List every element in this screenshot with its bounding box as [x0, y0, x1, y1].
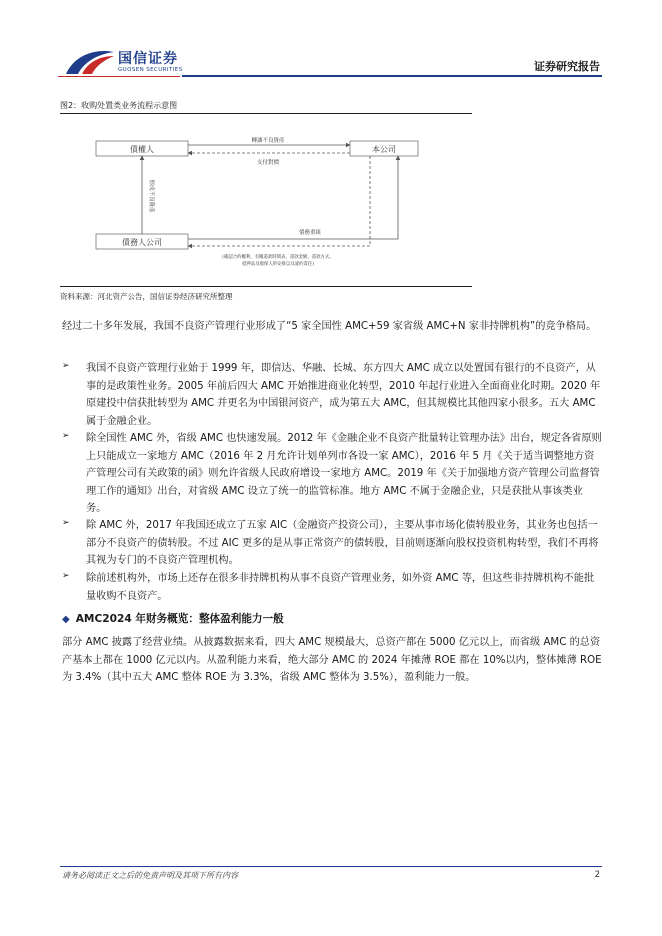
bullet-item [62, 570, 602, 605]
section-paragraph: 部分 AMC 披露了经营业绩。从披露数据来看，四大 AMC 规模最大，总资产都在 5000 亿元以上，而省级 AMC 的总资产基本上都在 1000 亿元以内。从盈利能力来看，绝大部分 AMC 的 2024 年摊薄 ROE 都在 10%以内，整体摊薄 ROE 为 3.4%（其中五大 AMC 整体 ROE 为 3.3%，省级 AMC 整体为 3.5%），盈利能力一般。 [62, 637, 602, 684]
footer-divider [60, 866, 602, 867]
figure-source: 资料来源：河北资产公告，国信证券经济研究所整理 [60, 292, 233, 301]
bullet-text: 除全国性 AMC 外，省级 AMC 也快速发展。2012 年《金融企业不良资产批量转让管理办法》出台，规定各省原则上只能成立一家地方 AMC（2016 年 2 月允许计划单列市各设一家 AMC），2016 年 5 月《关于适当调整地方资产管理公司有关政策的函》则允许省级人民政府增设一家地方 AMC。2019 年《关于加强地方资产管理公司监督管理工作的通知》出台，对省级 AMC 设立了统一的监管标准。地方 AMC 不属于金融企业，只是获批从事该类业务。 [86, 433, 602, 515]
bullet-arrow-icon: ➢ [62, 518, 70, 528]
bullet-arrow-icon: ➢ [62, 571, 70, 581]
page-number: 2 [594, 870, 600, 880]
company-label: 本公司 [372, 145, 396, 154]
footer-disclaimer: 请务必阅读正文之后的免责声明及其项下所有内容 [62, 871, 238, 880]
restructure-label: 債務重組 [298, 230, 322, 236]
section-heading [62, 611, 284, 626]
process-flow-diagram [60, 116, 472, 284]
bullet-text: 我国不良资产管理行业始于 1999 年，即信达、华融、长城、东方四大 AMC 成立以处置国有银行的不良资产，从事的是政策性业务。2005 年前后四大 AMC 开始推进商业化转型，2010 年起行业进入全面商业化时期。2020 年原建投中信获批转型为 AMC 并更名为中国银河资产，成为第五大 AMC，但其规模比其他四家小很多。五大 AMC 属于金融企业。 [86, 363, 601, 427]
header-divider [182, 75, 602, 77]
debtor-label: 債務人公司 [122, 238, 162, 247]
restructure-note-2: 抵押品及擔保人的安排以及違約責任) [242, 262, 314, 267]
form-npa-label: 形成不良資產 [148, 179, 154, 213]
bullet-item [62, 430, 602, 518]
brand-name-en: GUOSEN SECURITIES [118, 67, 183, 73]
report-type-label: 证券研究报告 [534, 60, 600, 73]
section-title: AMC2024 年财务概览：整体盈利能力一般 [75, 613, 284, 625]
bullet-text: 除前述机构外，市场上还存在很多非持牌机构从事不良资产管理业务，如外资 AMC 等，但这些非持牌机构不能批量收购不良资产。 [86, 573, 595, 602]
bullet-item [62, 517, 602, 570]
intro-paragraph: 经过二十多年发展，我国不良资产管理行业形成了“5 家全国性 AMC+59 家省级 AMC+N 家非持牌机构”的竞争格局。 [62, 321, 597, 332]
payment-label: 支付對價 [256, 160, 280, 166]
bullet-arrow-icon: ➢ [62, 361, 70, 371]
creditor-label: 債權人 [130, 145, 154, 154]
bullet-arrow-icon: ➢ [62, 431, 70, 441]
diamond-icon: ◆ [62, 614, 70, 625]
figure-caption: 图2：收购处置类业务流程示意图 [60, 101, 178, 110]
header-divider-accent [58, 76, 180, 77]
restructure-note-1: (確認合約權利、有關還款時間表、還款金額、還款方式、 [222, 255, 334, 260]
bullet-item [62, 360, 602, 430]
figure-bottom-rule [60, 286, 472, 287]
brand-name-cn: 国信证券 [118, 51, 178, 67]
transfer-label: 轉讓不良資產 [251, 138, 285, 144]
bullet-text: 除 AMC 外，2017 年我国还成立了五家 AIC（金融资产投资公司），主要从事市场化债转股业务，其业务也包括一部分不良资产的债转股。不过 AIC 更多的是从事正常资产的债转股，目前则逐渐向股权投资机构转型，我们不再将其视为专门的不良资产管理机构。 [86, 520, 599, 567]
figure-top-rule [60, 113, 472, 114]
